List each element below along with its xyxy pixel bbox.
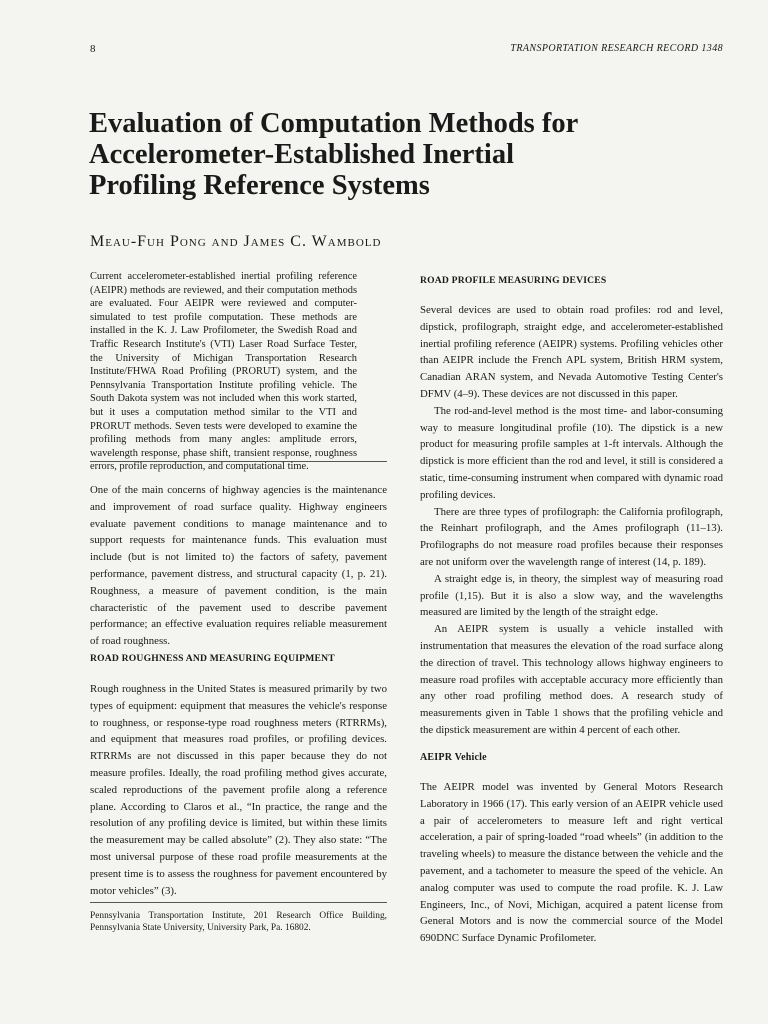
road-profile-paragraph: The rod-and-level method is the most time- and labor-consuming way to measure longitudinal profile (10). The dipstick is a new product for measuring profile samples at 1-ft intervals. Although the dipstick is more efficient than the rod and level, it still is considered a static, time-consuming instrument when compared with dynamic road profiling devices. [420, 404, 723, 501]
abstract [90, 270, 357, 474]
title-line: Accelerometer-Established Inertial [89, 139, 515, 170]
abstract-text: Current accelerometer-established inertial profiling reference (AEIPR) methods are reviewed, and their computation methods are evaluated. Four AEIPR were reviewed and computer-simulated to test profile computation. These methods are installed in the K. J. Law Profilometer, the Swedish Road and Traffic Research Institute's (VTI) Laser Road Surface Tester, the University of Michigan Transportation Research Institute/FHWA Road Profiling (PRORUT) system, and the Pennsylvania Transportation Institute profiling vehicle. The South Dakota system was not included when this work started, but it uses a computation method similar to the VTI and PRORUT methods. Seven tests were developed to examine the profiling methods from many angles: amplitude errors, wavelength response, phase shift, transient response, roughness errors, profile reproduction, and computational time. [90, 271, 357, 473]
road-profile-paragraph: An AEIPR system is usually a vehicle installed with instrumentation that measures the elevation of the road surface along the direction of travel. This technology allows highway engineers to measure road profiles with acceptable accuracy more efficiently than any other road profiling method does. A research study of measurements given in Table 1 shows that the profiling vehicle and the dipstick measurement are within 4 percent of each other. [420, 623, 723, 736]
abstract-divider [90, 461, 387, 462]
section-aeipr-vehicle [420, 779, 723, 947]
title-line: Evaluation of Computation Methods for [89, 108, 579, 139]
author-line: Meau-Fuh Pong and James C. Wambold [90, 233, 382, 250]
section-heading-road-profile: ROAD PROFILE MEASURING DEVICES [420, 275, 607, 286]
footnote-divider [90, 902, 387, 903]
road-profile-paragraph: Several devices are used to obtain road profiles: rod and level, dipstick, profilograph, straight edge, and accelerometer-established inertial profiling reference (AEIPR) systems. Profiling vehicles other than AEIPR include the French APL system, British HRM system, Canadian ARAN system, and Nevada Automotive Testing Center's DFMV (4–9). These devices are not discussed in this paper. [420, 304, 723, 400]
road-profile-paragraph: There are three types of profilograph: the California profilograph, the Reinhart profilograph, and the Ames profilograph (11–13). Profilographs do not measure road profiles because their responses are not uniform over the wavelength range of interest (14, p. 189). [420, 505, 723, 568]
title-line: Profiling Reference Systems [89, 170, 430, 201]
aeipr-vehicle-paragraph: The AEIPR model was invented by General Motors Research Laboratory in 1966 (17). This early version of an AEIPR vehicle used a pair of accelerometers to measure left and right vertical acceleration, a pair of spring-loaded “road wheels” (in addition to the traveling wheels) to measure the distance between the vehicle and the pavement, and a tachometer to measure the speed of the vehicle. An analog computer was used to compute the road profile. K. J. Law Engineers, Inc., of Novi, Michigan, acquired a patent license from General Motors and is now the commercial source of the Model 690DNC Surface Dynamic Profilometer. [420, 781, 723, 945]
road-roughness-paragraph: Rough roughness in the United States is measured primarily by two types of equipment: equipment that measures the vehicle's response to roughness, or response-type road roughness meters (RTRRMs), and equipment that measures road profiles, or profiling devices. RTRRMs are not discussed in this paper because they do not measure profiles. Ideally, the road profiling method gives accurate, scaled reproductions of the pavement profile along a reference plane. According to Claros et al., “In practice, the range and the resolution of any profiling device is limited, but within these limits the measurement may be called absolute” (2). They also state: “The most universal purpose of these road profile measurements at the present time is to assess the roughness for pavement encountered by motor vehicles” (3). [90, 683, 387, 897]
affiliation-footnote: Pennsylvania Transportation Institute, 201 Research Office Building, Pennsylvania State University, University Park, Pa. 16802. [90, 911, 387, 933]
page-number: 8 [90, 43, 96, 55]
section-road-profile [420, 302, 723, 739]
journal-running-header: TRANSPORTATION RESEARCH RECORD 1348 [510, 43, 723, 54]
introduction [90, 482, 387, 650]
section-heading-road-roughness: ROAD ROUGHNESS AND MEASURING EQUIPMENT [90, 653, 335, 664]
section-road-roughness [90, 681, 387, 899]
road-profile-paragraph: A straight edge is, in theory, the simplest way of measuring road profile (1,15). But it is also a slow way, and the wavelengths measured are limited by the length of the straight edge. [420, 572, 723, 619]
paper-title [89, 108, 689, 201]
subsection-heading-aeipr-vehicle: AEIPR Vehicle [420, 752, 487, 763]
intro-paragraph: One of the main concerns of highway agencies is the maintenance and improvement of road surface quality. Highway engineers evaluate pavement conditions to manage maintenance and to support requests for maintenance funds. This evaluation must include (but is not limited to) the factors of safety, pavement performance, pavement distress, and structural capacity (1, p. 21). Roughness, a measure of pavement condition, is the main characteristic of the pavement used to describe pavement performance; an effective evaluation requires reliable measurement of road roughness. [90, 484, 387, 648]
